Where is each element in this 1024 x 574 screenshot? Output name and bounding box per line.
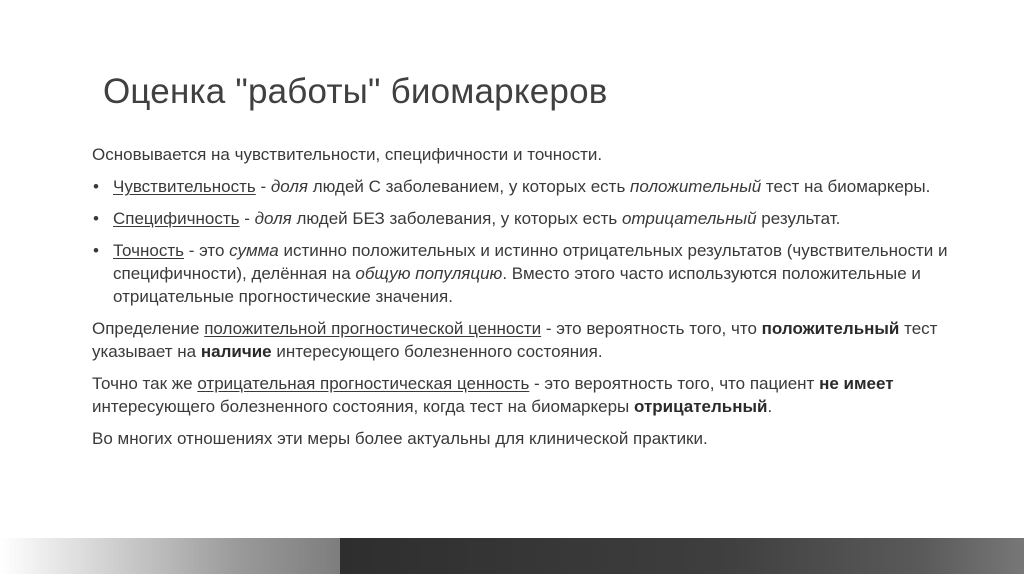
body-text: - это вероятность того, что (541, 319, 762, 338)
emphasis-text: сумма (229, 241, 279, 260)
emphasis-text: положительный (630, 177, 762, 196)
body-text: Определение (92, 319, 205, 338)
npv-paragraph (92, 372, 952, 418)
term-specificity: Специфичность (113, 209, 240, 228)
body-text: истинно положительных и истинно отрицательных результатов (чувствительности и специфичности), делённая на (113, 241, 948, 283)
emphasis-text: отрицательный (621, 209, 757, 228)
dash-text: - (239, 209, 255, 228)
body-text: тест на биомаркеры. (761, 177, 931, 196)
body-text: . (767, 397, 773, 416)
body-text: тест указывает на (92, 319, 938, 361)
bold-text: не имеет (819, 374, 894, 393)
bold-text: положительный (761, 319, 900, 338)
footer-dark-bar (340, 538, 1024, 574)
bullet-marker: • (93, 177, 99, 196)
term-accuracy: Точность (113, 241, 184, 260)
bullet-sensitivity (92, 175, 952, 198)
body-text: результат. (756, 209, 841, 228)
slide-body (92, 143, 952, 459)
term-sensitivity: Чувствительность (113, 177, 256, 196)
bold-text: отрицательный (633, 397, 768, 416)
emphasis-text: общую популяцию (355, 264, 503, 283)
slide-title: Оценка "работы" биомаркеров (103, 72, 608, 111)
term-ppv: положительной прогностической ценности (204, 319, 542, 338)
body-text: интересующего болезненного состояния, когда тест на биомаркеры (92, 397, 634, 416)
bullet-specificity (92, 207, 952, 230)
term-npv: отрицательная прогностическая ценность (197, 374, 530, 393)
body-text: - это (183, 241, 230, 260)
body-text: . Вместо этого часто используются положительные и отрицательные прогностические значения. (113, 264, 921, 306)
body-text: Точно так же (92, 374, 198, 393)
body-text: - это вероятность того, что пациент (529, 374, 820, 393)
emphasis-text: доля (254, 209, 292, 228)
body-text: людей БЕЗ заболевания, у которых есть (291, 209, 622, 228)
emphasis-text: доля (270, 177, 308, 196)
footer-gradient-bar (0, 538, 340, 574)
dash-text: - (255, 177, 271, 196)
bold-text: наличие (200, 342, 272, 361)
bullet-marker: • (93, 209, 99, 228)
bullet-accuracy (92, 239, 952, 308)
body-text: интересующего болезненного состояния. (271, 342, 603, 361)
body-text: людей С заболеванием, у которых есть (308, 177, 631, 196)
closing-text: Во многих отношениях эти меры более актуальны для клинической практики. (92, 429, 708, 448)
ppv-paragraph (92, 317, 952, 363)
bullet-marker: • (93, 241, 99, 260)
intro-text: Основывается на чувствительности, специфичности и точности. (92, 145, 603, 164)
